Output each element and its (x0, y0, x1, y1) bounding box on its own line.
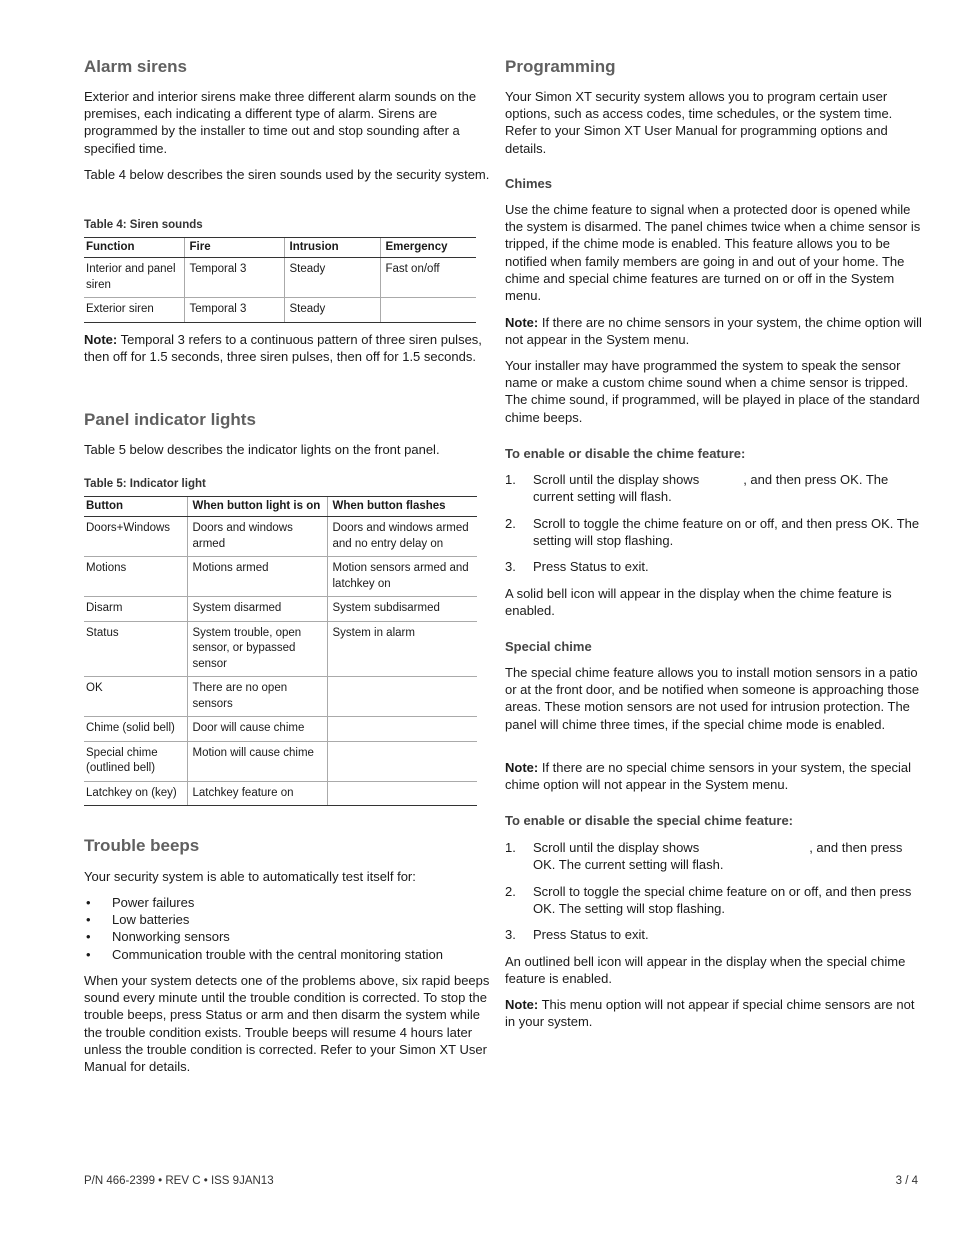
note-text: This menu option will not appear if special chime sensors are not in your system. (505, 997, 915, 1030)
table-cell: Exterior siren (84, 298, 184, 323)
siren-sounds-table (84, 237, 476, 323)
table-header-cell: Intrusion (284, 238, 380, 258)
step-number: 3. (505, 559, 516, 574)
trouble-beeps-heading: Trouble beeps (84, 836, 200, 855)
step-text-continued: , and then press OK. The current setting will flash. (533, 472, 889, 505)
table-row (84, 741, 477, 781)
list-item-text: Power failures (112, 895, 195, 910)
note-text: If there are no chime sensors in your system, the chime option will not appear in the System menu. (505, 315, 922, 348)
table-cell: Motions armed (187, 557, 327, 597)
table-cell: Latchkey feature on (187, 781, 327, 806)
step-text: Scroll until the display shows (533, 472, 700, 487)
step-text: Scroll to toggle the special chime feature on or off, and then press OK. The setting will stop flashing. (533, 884, 912, 917)
chime-step-3 (505, 558, 925, 575)
note-label: Note: (84, 332, 118, 347)
list-item-text: Communication trouble with the central monitoring station (112, 946, 443, 962)
bullet-icon: • (86, 895, 91, 910)
trouble-beeps-paragraph-2: When your system detects one of the problems above, six rapid beeps sound every minute until the trouble condition is corrected. To stop the trouble beeps, press Status or arm and then disarm the system while the trouble condition exists. Trouble beeps will resume 4 hours later unless the trouble condition is corrected. Refer to your Simon XT User Manual for details. (84, 973, 490, 1075)
table-row (84, 717, 477, 742)
table-cell: Disarm (84, 597, 187, 622)
special-chime-procedure-title: To enable or disable the special chime feature: (505, 813, 794, 828)
bullet-icon: • (86, 946, 91, 962)
table-cell: Status (84, 621, 187, 677)
table-cell: Chime (solid bell) (84, 717, 187, 742)
table-row (84, 677, 477, 717)
panel-indicator-lights-heading: Panel indicator lights (84, 410, 256, 429)
trouble-beeps-list (84, 894, 443, 963)
table-cell: Door will cause chime (187, 717, 327, 742)
table-cell: Doors and windows armed (187, 517, 327, 557)
step-text: Scroll to toggle the chime feature on or off, and then press OK. The setting will stop flashing. (533, 516, 920, 549)
special-chime-paragraph-2: An outlined bell icon will appear in the display when the special chime feature is enabled. (505, 954, 906, 987)
table-cell: Fast on/off (380, 258, 476, 298)
table-header-cell: Fire (184, 238, 284, 258)
alarm-sirens-heading: Alarm sirens (84, 57, 187, 76)
step-number: 2. (505, 884, 516, 899)
table-cell (327, 677, 477, 717)
bullet-icon: • (86, 912, 91, 928)
table-cell (380, 298, 476, 323)
siren-note (84, 331, 490, 365)
step-text-continued: , and then press OK. The current setting will flash. (533, 840, 903, 873)
table-cell: Steady (284, 298, 380, 323)
table-cell: Temporal 3 (184, 298, 284, 323)
list-item (84, 894, 443, 911)
chimes-subheading: Chimes (505, 176, 552, 191)
table-cell: System trouble, open sensor, or bypassed sensor (187, 621, 327, 677)
step-number: 1. (505, 840, 516, 855)
step-text: Press Status to exit. (533, 559, 649, 574)
special-chime-subheading: Special chime (505, 639, 592, 654)
table-cell: System disarmed (187, 597, 327, 622)
chimes-paragraph-1: Use the chime feature to signal when a protected door is opened while the system is disarmed. The panel chimes twice when a chime sensor is tripped, if the chime mode is enabled. This feature allows you to be notified when family members are going in and out of your home. The chime and special chime features are turned on or off in the System menu. (505, 202, 921, 304)
list-item-text: Nonworking sensors (112, 929, 230, 945)
chimes-note (505, 314, 925, 348)
table-cell: There are no open sensors (187, 677, 327, 717)
programming-heading: Programming (505, 57, 616, 76)
step-text: Scroll until the display shows (533, 840, 700, 855)
chime-step-1 (505, 471, 925, 505)
table-cell: Special chime (outlined bell) (84, 741, 187, 781)
table-cell: System subdisarmed (327, 597, 477, 622)
note-text: If there are no special chime sensors in your system, the special chime option will not appear in the System menu. (505, 760, 912, 793)
table-cell: Motion sensors armed and latchkey on (327, 557, 477, 597)
table-header-cell: Button (84, 497, 187, 517)
table-header-cell: Emergency (380, 238, 476, 258)
table-cell (327, 717, 477, 742)
table-cell: Motions (84, 557, 187, 597)
siren-table-caption: Table 4: Siren sounds (84, 219, 203, 231)
indicator-light-table (84, 496, 477, 806)
table-cell: OK (84, 677, 187, 717)
table-cell: System in alarm (327, 621, 477, 677)
table-cell (327, 781, 477, 806)
chime-step-2 (505, 515, 925, 549)
table-row (84, 597, 477, 622)
table-cell: Interior and panel siren (84, 258, 184, 298)
special-chime-paragraph-1: The special chime feature allows you to install motion sensors in a patio or at the front door, and be notified when someone is approaching those areas. These motion sensors are not used for intrusion protection. The panel will chime three times, if the special chime mode is enabled. (505, 665, 920, 732)
chimes-paragraph-2: Your installer may have programmed the system to speak the sensor name or make a custom chime sound when a chime sensor is tripped. The chime sound, if programmed, will be played in place of the standard chime beeps. (505, 358, 920, 425)
note-label: Note: (505, 997, 539, 1012)
table-row (84, 781, 477, 806)
chimes-paragraph-3: A solid bell icon will appear in the display when the chime feature is enabled. (505, 586, 892, 619)
table-header-cell: Function (84, 238, 184, 258)
list-item (84, 946, 443, 963)
step-number: 3. (505, 927, 516, 942)
table-cell: Temporal 3 (184, 258, 284, 298)
table-header-cell: When button flashes (327, 497, 477, 517)
table-cell: Latchkey on (key) (84, 781, 187, 806)
table-header-cell: When button light is on (187, 497, 327, 517)
alarm-sirens-paragraph-1: Exterior and interior sirens make three different alarm sounds on the premises, each indicating a different type of alarm. Sirens are programmed by the installer to time out and stop sounding after a specified time. (84, 89, 477, 156)
table-cell: Motion will cause chime (187, 741, 327, 781)
special-chime-step-1 (505, 839, 925, 873)
list-item (84, 911, 443, 928)
note-text: Temporal 3 refers to a continuous pattern of three siren pulses, then off for 1.5 seconds, three siren pulses, then off for 1.5 seconds. (84, 332, 482, 365)
table-cell (327, 741, 477, 781)
alarm-sirens-paragraph-2: Table 4 below describes the siren sounds used by the security system. (84, 167, 490, 182)
footer-page-number: 3 / 4 (895, 1175, 918, 1187)
special-chime-note-2 (505, 996, 925, 1030)
trouble-beeps-paragraph-1: Your security system is able to automatically test itself for: (84, 869, 416, 884)
table-row (84, 298, 476, 323)
table-row (84, 258, 476, 298)
step-text: Press Status to exit. (533, 927, 649, 942)
special-chime-step-3 (505, 926, 925, 943)
list-item-text: Low batteries (112, 912, 190, 928)
bullet-icon: • (86, 929, 91, 945)
programming-paragraph: Your Simon XT security system allows you to program certain user options, such as access codes, time schedules, or the system time. Refer to your Simon XT User Manual for programming options and details. (505, 89, 893, 156)
table-row (84, 517, 477, 557)
step-number: 2. (505, 516, 516, 531)
footer-part-number: P/N 466-2399 • REV C • ISS 9JAN13 (84, 1175, 274, 1187)
table-cell: Steady (284, 258, 380, 298)
special-chime-note (505, 759, 925, 793)
panel-lights-paragraph: Table 5 below describes the indicator lights on the front panel. (84, 442, 440, 457)
indicator-table-caption: Table 5: Indicator light (84, 478, 206, 490)
chime-procedure-title: To enable or disable the chime feature: (505, 446, 746, 461)
table-row (84, 621, 477, 677)
note-label: Note: (505, 315, 539, 330)
table-cell: Doors and windows armed and no entry delay on (327, 517, 477, 557)
table-cell: Doors+Windows (84, 517, 187, 557)
step-number: 1. (505, 472, 516, 487)
special-chime-step-2 (505, 883, 925, 917)
table-row (84, 557, 477, 597)
list-item (84, 928, 443, 945)
note-label: Note: (505, 760, 539, 775)
